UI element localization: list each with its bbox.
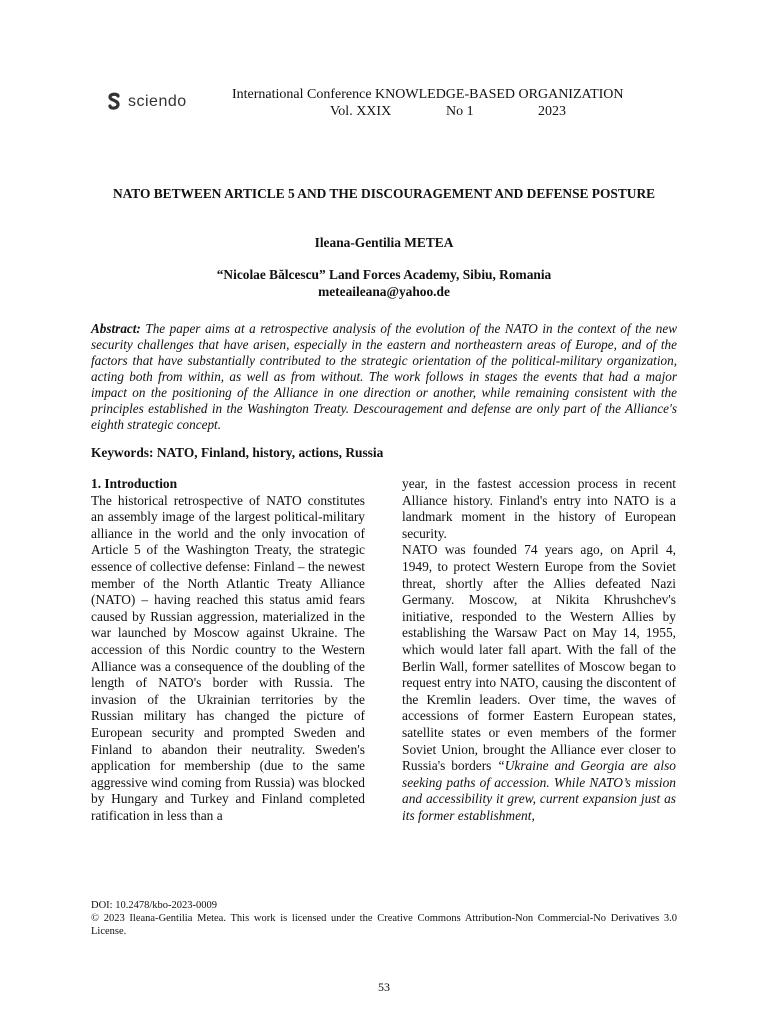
page-number: 53 — [378, 980, 390, 994]
quoted-text: “Ukraine and Georgia are also seeking paths of accession. While NATO’s mission and accessibility it grew, current expansion just as its former establishment, — [402, 758, 676, 823]
section-heading: 1. Introduction — [91, 476, 178, 491]
doi: DOI: 10.2478/kbo-2023-0009 — [91, 900, 217, 911]
footer — [91, 899, 677, 938]
publisher-logo — [106, 92, 187, 112]
author-name: Ileana-Gentilia METEA — [314, 235, 454, 250]
year: 2023 — [538, 104, 566, 119]
conference-name: International Conference KNOWLEDGE-BASED ORGANIZATION — [232, 87, 624, 102]
affiliation-block — [92, 266, 676, 300]
issue-number: No 1 — [446, 104, 474, 119]
body-column-right — [402, 476, 676, 824]
abstract-text: The paper aims at a retrospective analysis of the evolution of the NATO in the context of the new security challenges that have arisen, especially in the eastern and northeastern areas of Europe, and of the factors that have substantially contributed to the strategic orientation of the political-military organization, acting both from within, as well as from without. The work follows in stages the events that had a major impact on the positioning of the Alliance in one direction or another, while remaining consistent with the principles established in the Washington Treaty. Descouragement and defense are only part of the Alliance's eighth strategic concept. — [91, 321, 678, 432]
body-paragraph: year, in the fastest accession process in recent Alliance history. Finland's entry into NATO is a landmark moment in the history of European security. — [402, 476, 676, 541]
body-paragraph: The historical retrospective of NATO constitutes an assembly image of the largest political-military alliance in the world and the only invocation of Article 5 of the Washington Treaty, the strategic essence of collective defense: Finland – the newest member of the North Atlantic Treaty Alliance (NATO) – having reached this status amid fears caused by Russian aggression, materialized in the war launched by Moscow against Ukraine. The accession of this Nordic country to the Western Alliance was a consequence of the doubling of the length of NATO's border with Russia. The invasion of the Ukrainian territories by the Russian military has changed the picture of European security and prompted Sweden and Finland to abandon their neutrality. Sweden's application for membership (due to the same aggressive wind coming from Russia) was blocked by Hungary and Turkey and Finland completed ratification in less than a — [91, 492, 365, 823]
keywords: Keywords: NATO, Finland, history, actions, Russia — [91, 445, 384, 460]
conference-issue — [232, 103, 672, 120]
abstract — [91, 321, 677, 433]
affiliation: “Nicolae Bălcescu” Land Forces Academy, Sibiu, Romania — [216, 267, 552, 282]
paragraph-text: NATO was founded 74 years ago, on April 4, 1949, to protect Western Europe from the Soviet threat, shortly after the Allies defeated Nazi Germany. Moscow, at Nikita Khrushchev's initiative, responded to the Western Allies by establishing the Warsaw Pact on May 14, 1955, which would later fall apart. With the fall of the Berlin Wall, former satellites of Moscow began to request entry into NATO, causing the discontent of the Kremlin leaders. Over time, the waves of accessions of former Eastern European states, satellite states or even members of the former Soviet Union, brought the Alliance ever closer to Russia's borders — [402, 542, 676, 774]
author-email: meteaileana@yahoo.de — [318, 284, 450, 299]
body-paragraph — [402, 542, 676, 824]
abstract-label: Abstract: — [91, 321, 141, 336]
sciendo-logo-icon — [106, 92, 122, 112]
conference-header — [232, 86, 672, 120]
article-title: NATO BETWEEN ARTICLE 5 AND THE DISCOURAGEMENT AND DEFENSE POSTURE — [112, 186, 656, 201]
logo-text: sciendo — [128, 93, 187, 110]
license-notice: © 2023 Ileana-Gentilia Metea. This work is licensed under the Creative Commons Attribution-Non Commercial-No Derivatives 3.0 License. — [91, 913, 677, 937]
volume: Vol. XXIX — [330, 104, 392, 119]
body-column-left — [91, 476, 365, 824]
